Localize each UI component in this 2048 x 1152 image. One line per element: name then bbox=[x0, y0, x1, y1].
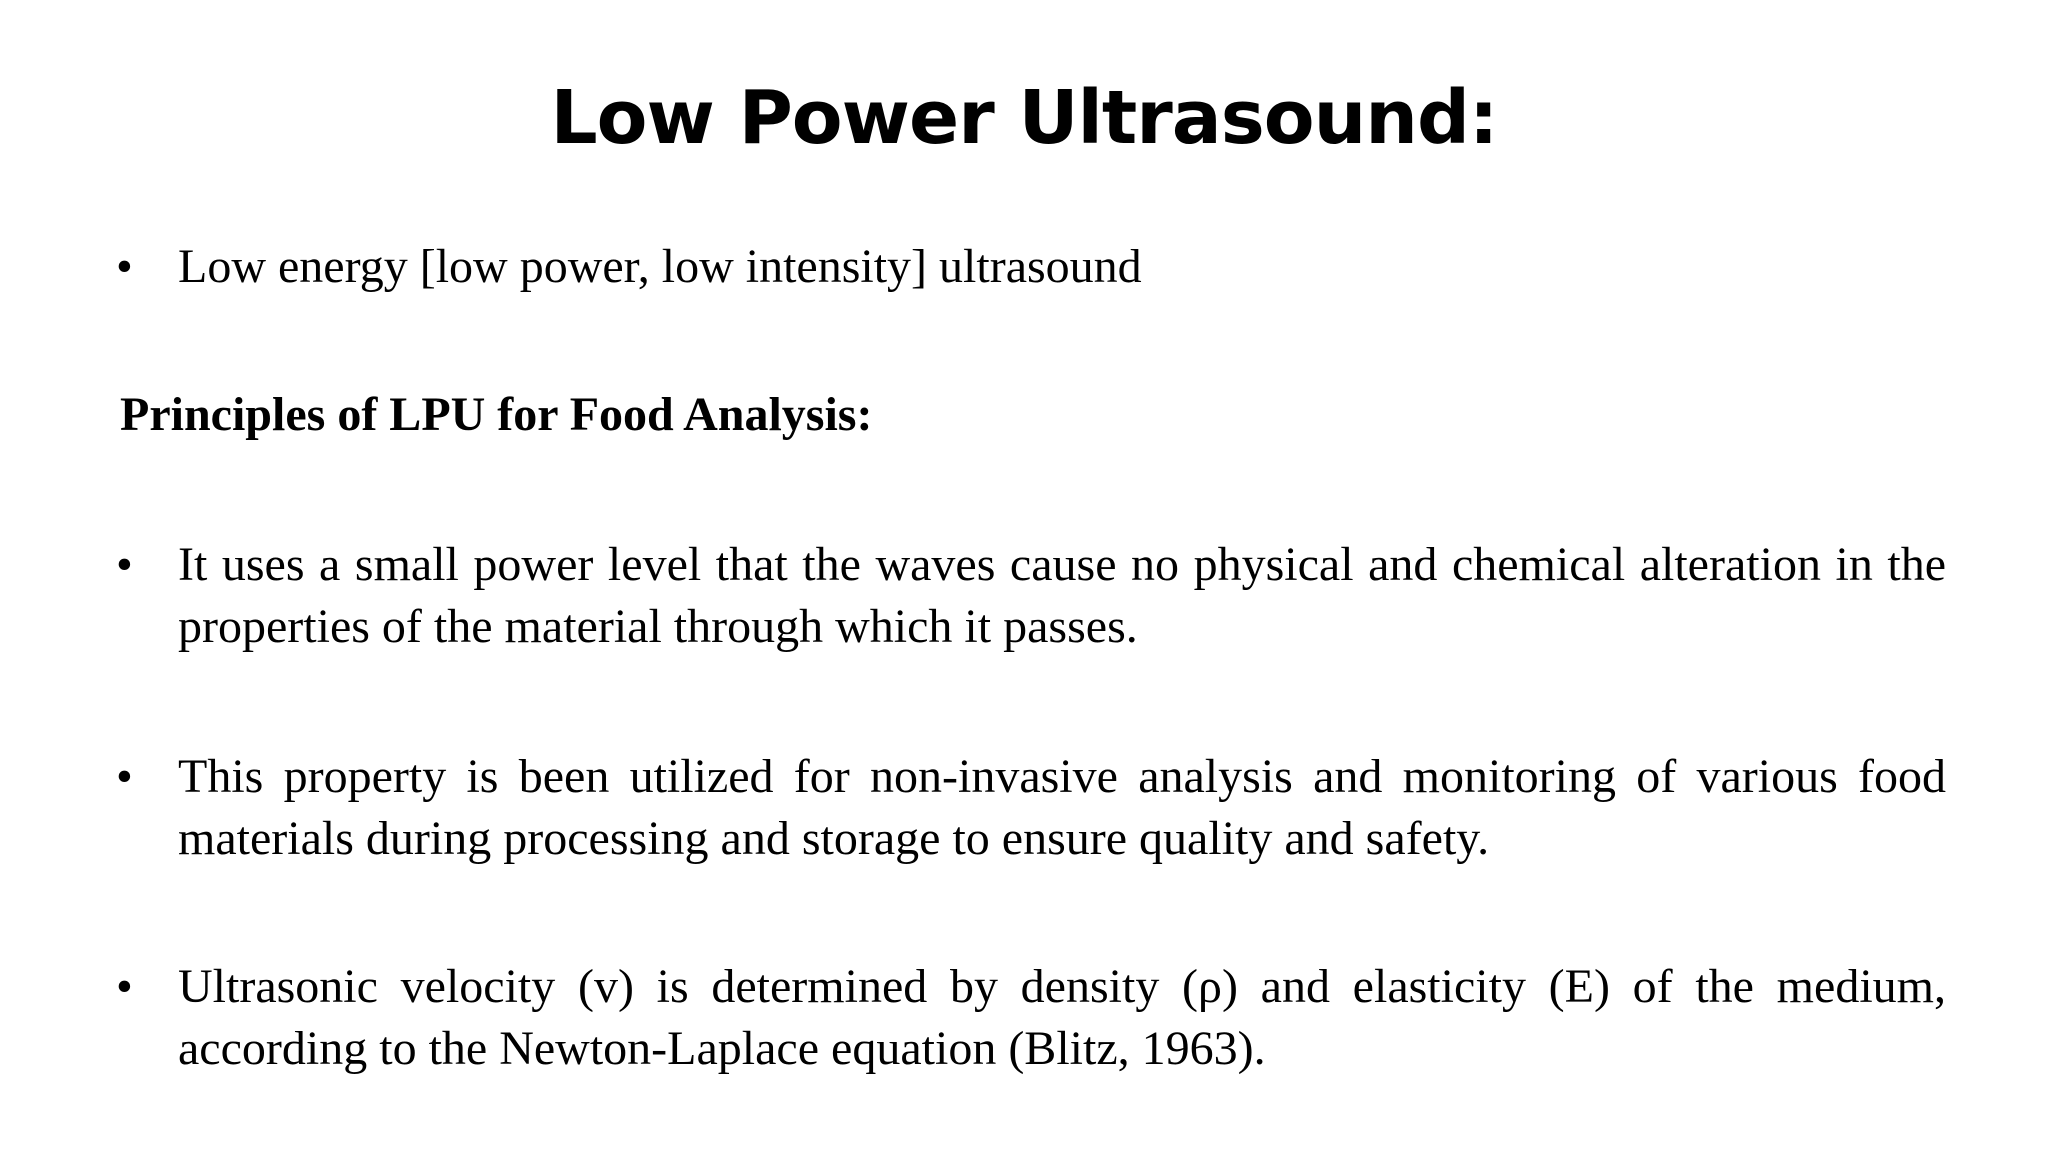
bullet-marker: • bbox=[116, 750, 133, 803]
slide-title: Low Power Ultrasound: bbox=[550, 75, 1498, 161]
bullet-text: This property is been utilized for non-invasive analysis and monitoring of various food materials during processing and storage to ensure quality and safety. bbox=[178, 750, 1946, 865]
bullet-marker: • bbox=[116, 538, 133, 591]
bullet-text: Low energy [low power, low intensity] ultrasound bbox=[178, 240, 1142, 293]
bullet-text: Ultrasonic velocity (v) is determined by density (ρ) and elasticity (E) of the medium, according to the Newton-Laplace equation (Blitz, 1963). bbox=[178, 960, 1946, 1075]
section-heading: Principles of LPU for Food Analysis: bbox=[120, 388, 873, 441]
bullet-marker: • bbox=[116, 240, 133, 293]
bullet-text: It uses a small power level that the waves cause no physical and chemical alteration in the properties of the material through which it passes. bbox=[178, 538, 1946, 653]
bullet-marker: • bbox=[116, 960, 133, 1013]
